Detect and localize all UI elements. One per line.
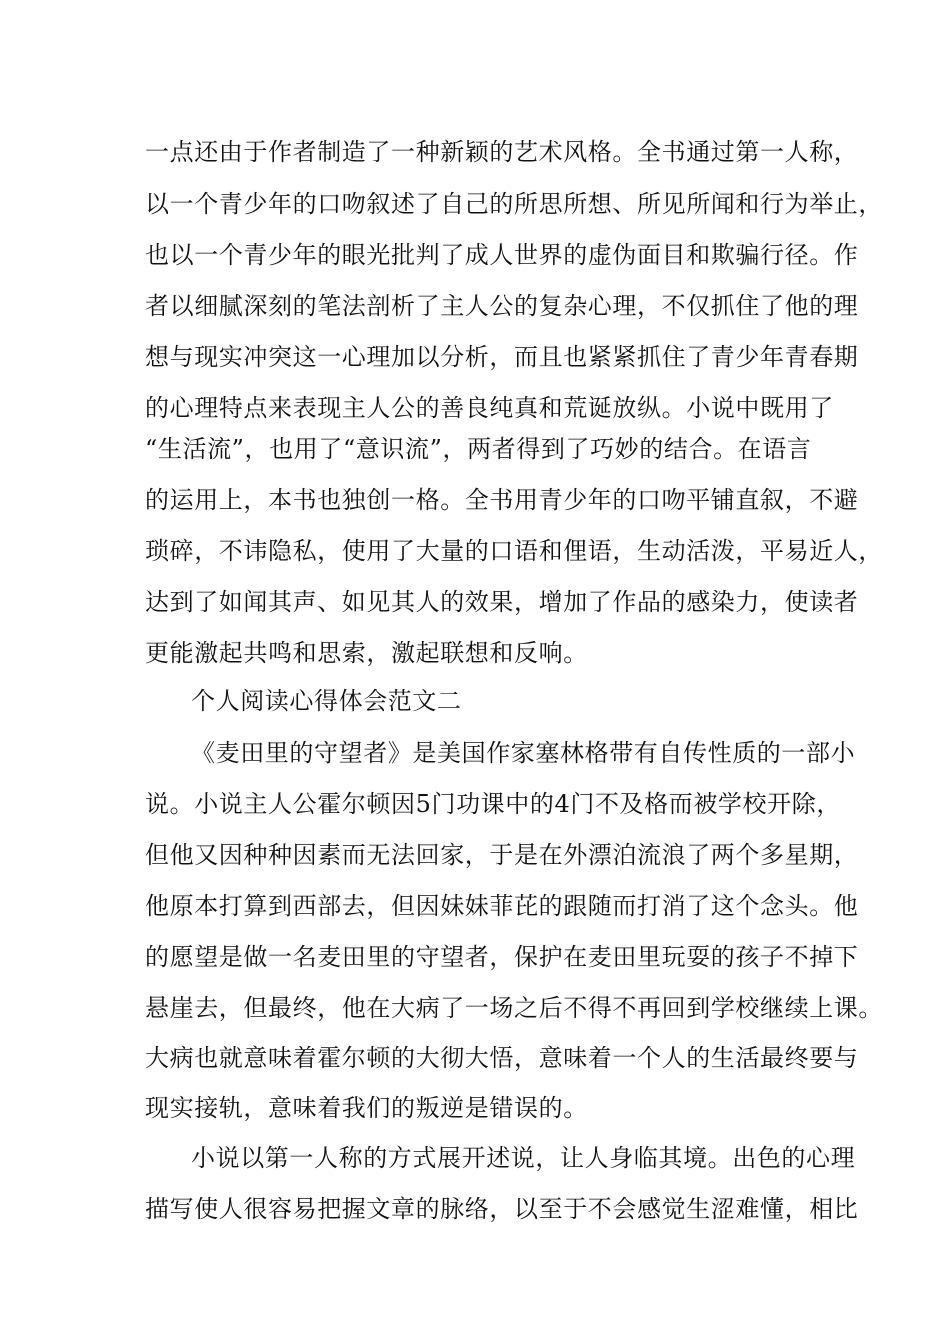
text-line: 想与现实冲突这一心理加以分析，而且也紧紧抓住了青少年青春期 [145,343,859,371]
text-line: 说。小说主人公霍尔顿因5门功课中的4门不及格而被学校开除， [145,790,841,818]
text-line: 但他又因种种因素而无法回家，于是在外漂泊流浪了两个多星期， [145,841,859,869]
text-line: “生活流”，也用了“意识流”，两者得到了巧妙的结合。在语言 [145,435,812,463]
text-line: 一点还由于作者制造了一种新颖的艺术风格。全书通过第一人称， [145,138,859,166]
text-line: 现实接轨，意味着我们的叛逆是错误的。 [145,1094,588,1122]
text-line: 大病也就意味着霍尔顿的大彻大悟，意味着一个人的生活最终要与 [145,1044,859,1072]
text-line: 描写使人很容易把握文章的脉络，以至于不会感觉生涩难懂，相比 [145,1195,859,1223]
text-line: 琐碎，不讳隐私，使用了大量的口语和俚语，生动活泼，平易近人， [145,537,883,565]
text-line: 更能激起共鸣和思索，激起联想和反响。 [145,639,588,667]
text-line: 他原本打算到西部去，但因妹妹菲芘的跟随而打消了这个念头。他 [145,892,859,920]
paragraph-first-line: 小说以第一人称的方式展开述说，让人身临其境。出色的心理 [191,1144,856,1172]
text-line: 者以细腻深刻的笔法剖析了主人公的复杂心理，不仅抓住了他的理 [145,292,859,320]
text-line: 以一个青少年的口吻叙述了自己的所思所想、所见所闻和行为举止， [145,190,883,218]
section-heading: 个人阅读心得体会范文二 [191,687,462,715]
text-line: 的心理特点来表现主人公的善良纯真和荒诞放纵。小说中既用了 [145,394,834,422]
text-line: 的愿望是做一名麦田里的守望者，保护在麦田里玩耍的孩子不掉下 [145,943,859,971]
paragraph-first-line: 《麦田里的守望者》是美国作家塞林格带有自传性质的一部小 [191,739,856,767]
text-line: 也以一个青少年的眼光批判了成人世界的虚伪面目和欺骗行径。作 [145,241,859,269]
text-line: 达到了如闻其声、如见其人的效果，增加了作品的感染力，使读者 [145,588,859,616]
text-line: 悬崖去，但最终，他在大病了一场之后不得不再回到学校继续上课。 [145,994,883,1022]
text-line: 的运用上，本书也独创一格。全书用青少年的口吻平铺直叙，不避 [145,486,859,514]
